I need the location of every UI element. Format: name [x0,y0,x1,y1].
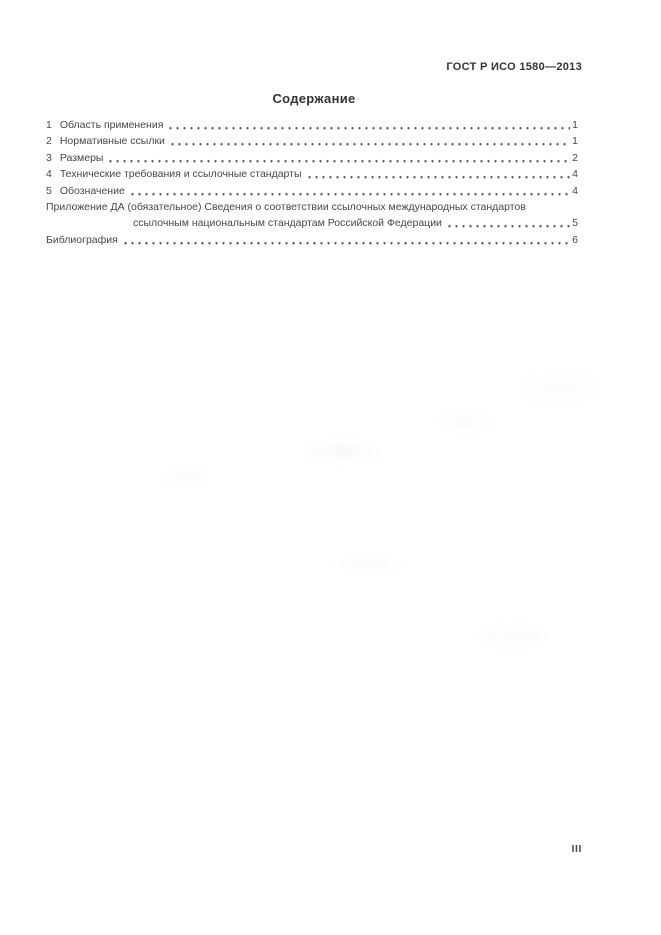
toc-entry [46,215,578,231]
toc-leader-dots [168,133,570,149]
scan-artifact [430,412,500,434]
toc-leader-dots [305,166,571,182]
toc-entry-label: Библиография [46,233,118,246]
toc-entry-number: 3 [46,151,52,164]
page-number: III [571,843,582,855]
toc-entry-page: 4 [572,184,578,197]
toc-leader-dots [166,117,570,133]
toc-entry-page: 5 [572,217,578,230]
toc-entry-number: 5 [46,184,52,197]
toc-leader-dots [106,150,570,166]
toc-entry-page: 2 [572,151,578,164]
scan-artifact [468,622,560,650]
toc-entry-label: Технические требования и ссылочные стандарты [59,168,302,181]
toc-entry [46,199,578,215]
toc-entry-label: Обозначение [59,184,125,197]
toc-entry-page: 6 [572,233,578,246]
toc-entry-label: ссылочным национальным стандартам Российской Федерации [133,217,442,230]
toc-entry [46,117,578,133]
toc-entry-label: Приложение ДА (обязательное) Сведения о соответствии ссылочных международных стандартов [46,200,526,213]
scan-artifact [295,438,390,464]
toc-leader-dots [128,183,570,199]
toc-entry-number: 2 [46,135,52,148]
toc-entry [46,183,578,199]
toc-entry [46,133,578,149]
toc-entry [46,166,578,182]
toc-entry-page: 1 [572,119,578,131]
toc-leader-dots [445,215,570,231]
scan-artifact [510,368,610,410]
toc-leader-dots [121,232,570,248]
toc-entry-page: 1 [572,135,578,148]
toc-entry-page: 4 [572,168,578,181]
toc-entry-label: Область применения [59,119,164,131]
toc-entry [46,232,578,248]
toc-entry-number: 4 [46,168,52,181]
scan-artifact [330,552,410,576]
toc-entry-label: Нормативные ссылки [59,135,165,148]
toc-entry-label: Размеры [59,151,104,164]
scan-artifact [155,468,215,488]
document-code: ГОСТ Р ИСО 1580—2013 [446,61,582,73]
toc-title: Содержание [272,91,356,106]
toc-list [46,117,578,248]
toc-entry-number: 1 [46,119,52,131]
toc-entry [46,150,578,166]
